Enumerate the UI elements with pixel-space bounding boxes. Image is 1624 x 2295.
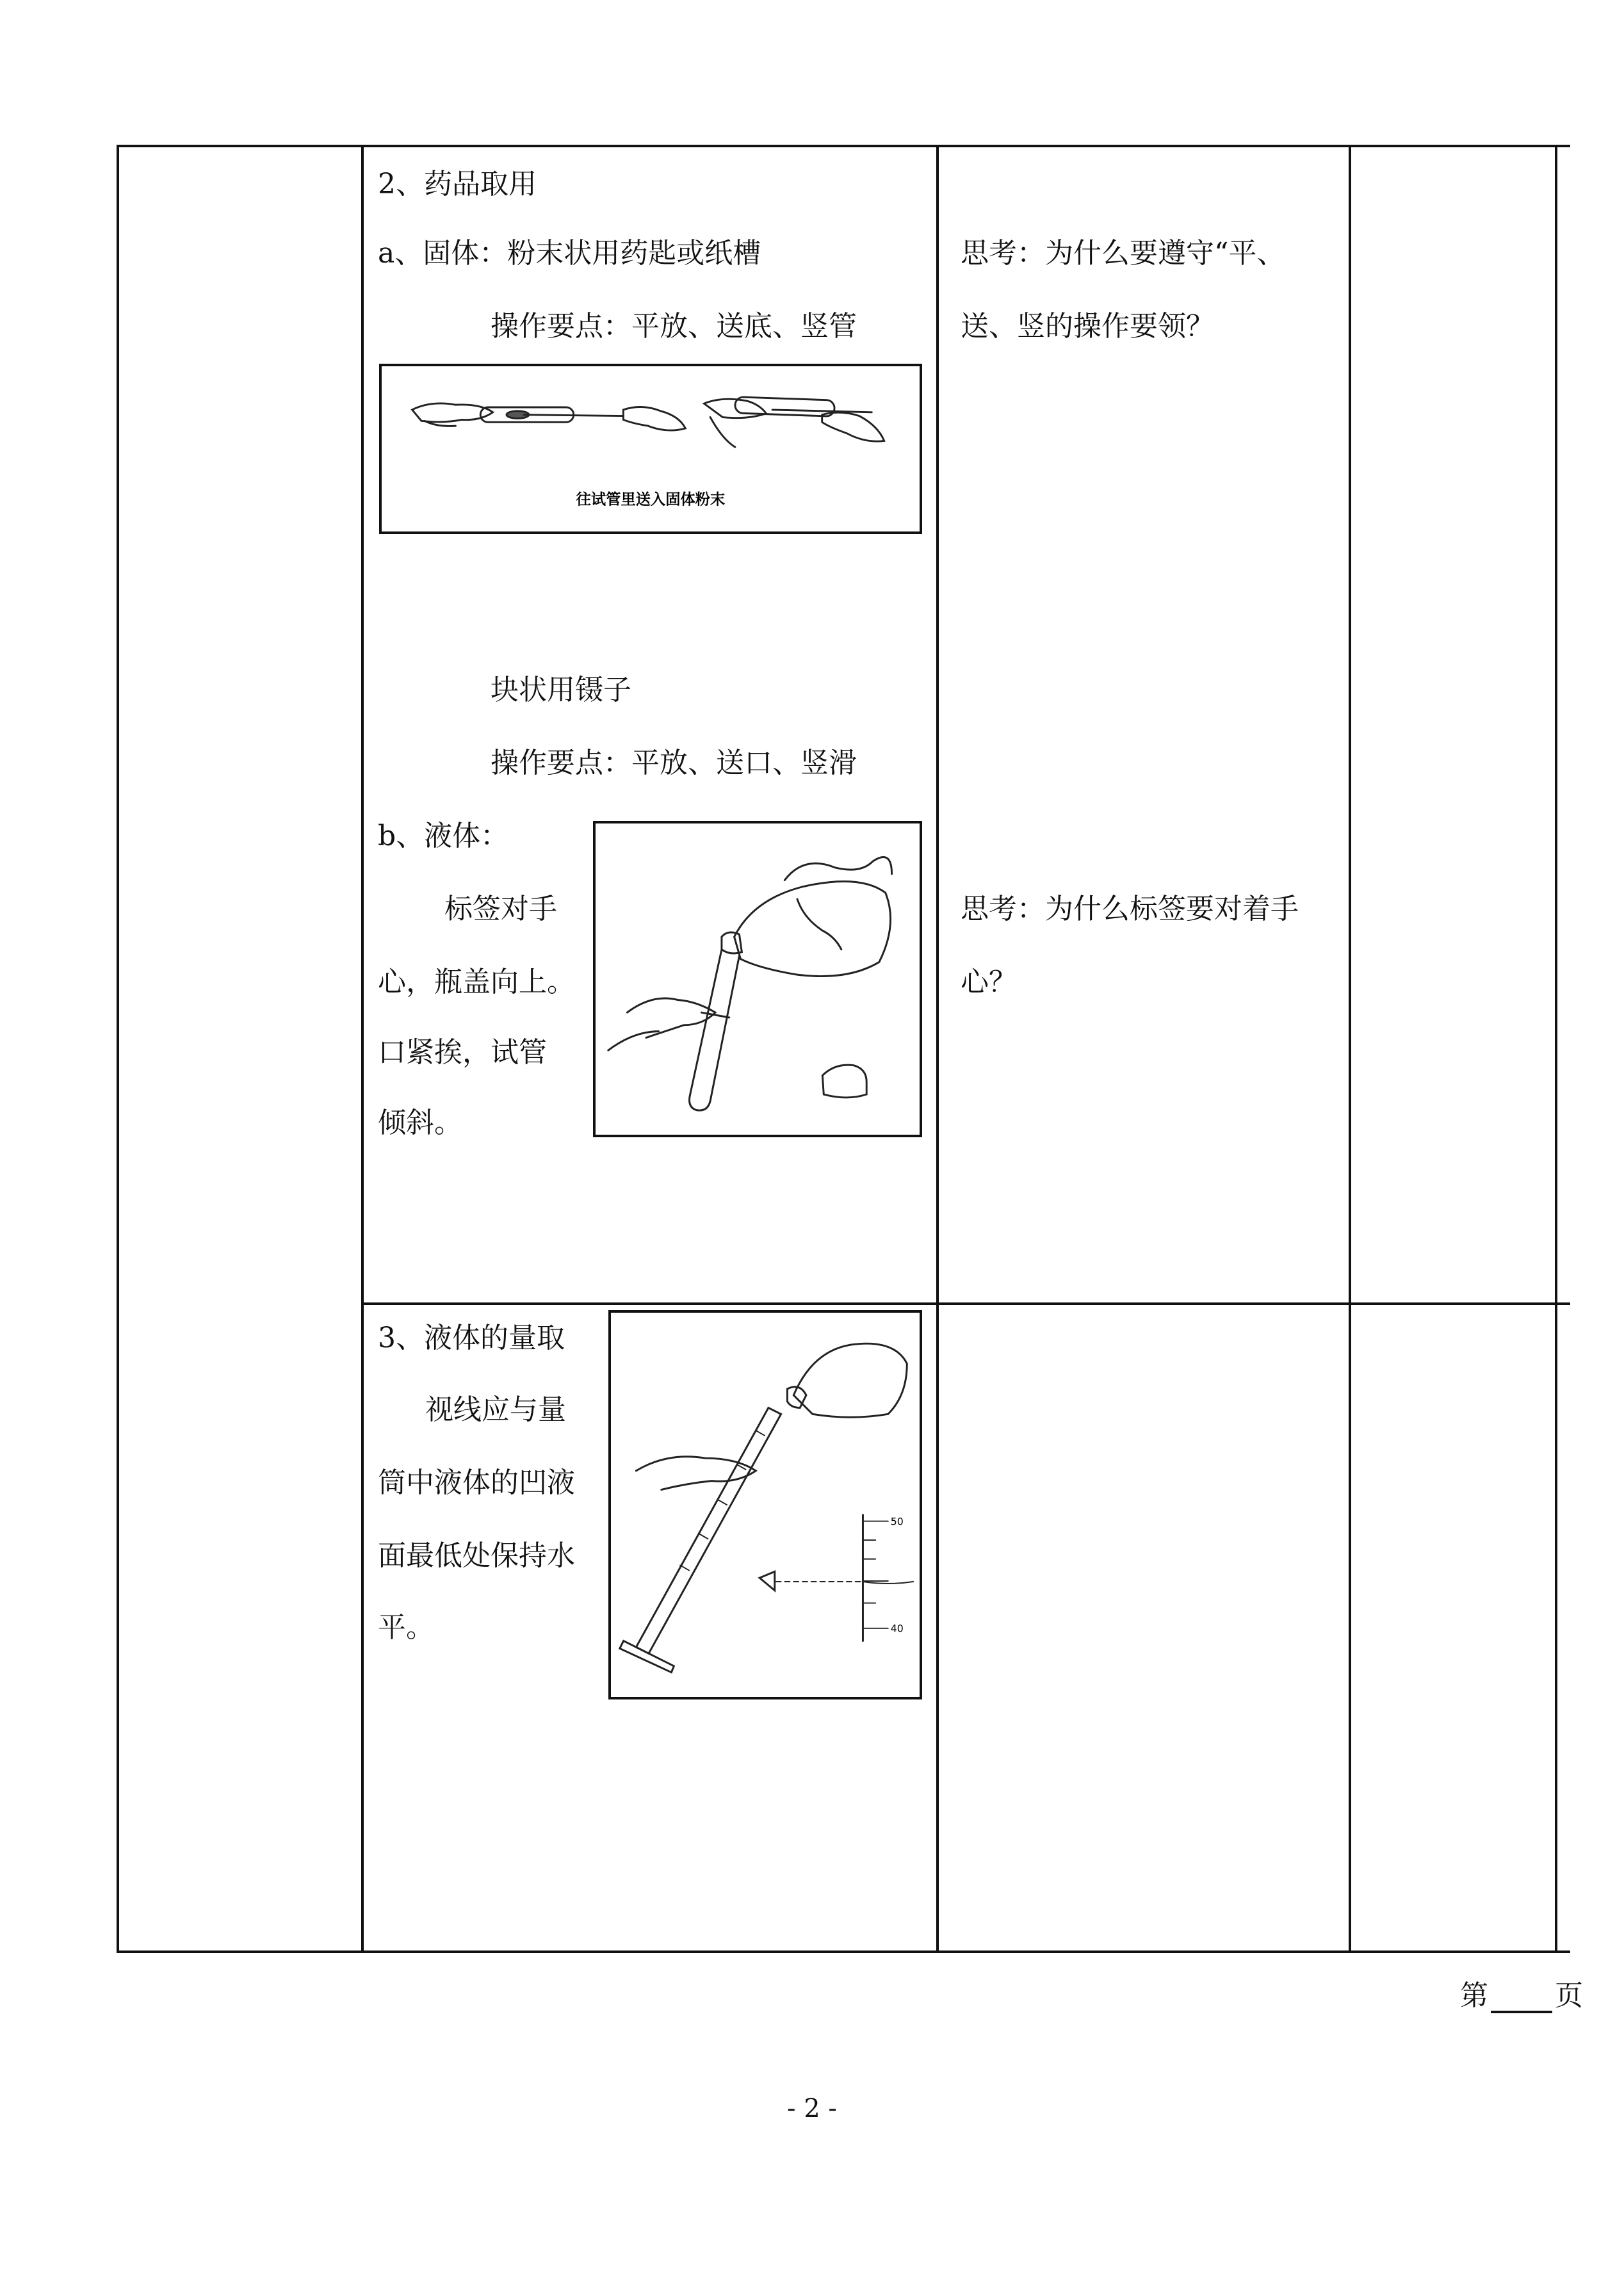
thinking-q2-line-2: 心？: [961, 966, 1017, 998]
scale-label-40: 40: [890, 1622, 904, 1635]
table-border-right: [1555, 145, 1557, 1953]
page-number-field: [1460, 1972, 1583, 2013]
table-col-divider-3: [1349, 145, 1351, 1953]
page-suffix: 页: [1555, 1979, 1583, 2012]
liquid-line-4: 倾斜。: [378, 1107, 462, 1139]
lump-points: 操作要点：平放、送口、竖滑: [491, 747, 857, 779]
thinking-q1-line-1: 思考：为什么要遵守“平、: [961, 237, 1285, 270]
figure1-caption: 往试管里送入固体粉末: [576, 491, 726, 508]
section2-title: 2、药品取用: [378, 168, 537, 200]
page-blank: [1491, 1981, 1552, 2013]
thinking-q2-line-1: 思考：为什么标签要对着手: [961, 893, 1299, 925]
liquid-line-3: 口紧挨，试管: [378, 1036, 547, 1069]
solid-points: 操作要点：平放、送底、竖管: [491, 310, 857, 343]
table-row-divider: [361, 1302, 1570, 1305]
section3-line-1: 3、液体的量取: [378, 1322, 565, 1354]
liquid-title: b、液体：: [378, 820, 509, 852]
section3-line-4: 面最低处保持水: [378, 1539, 575, 1572]
section3-line-5: 平。: [378, 1611, 434, 1644]
liquid-line-2: 心，瓶盖向上。: [378, 966, 575, 998]
table-border-bottom: [117, 1950, 1570, 1953]
table-col-divider-2: [936, 145, 939, 1953]
figure-measuring-cylinder: [608, 1310, 922, 1699]
table-border-top: [117, 145, 1570, 147]
liquid-line-1: 标签对手: [444, 893, 557, 925]
page-number: - 2 -: [787, 2094, 837, 2123]
table-border-left: [117, 145, 119, 1953]
page-prefix: 第: [1460, 1979, 1488, 2012]
figure-powder-into-tube: [379, 364, 922, 534]
solid-line: a、固体：粉末状用药匙或纸槽: [378, 237, 761, 270]
scale-label-50: 50: [890, 1515, 904, 1528]
figure-pouring-liquid: [593, 821, 922, 1137]
section3-line-3: 筒中液体的凹液: [378, 1466, 575, 1499]
section3-line-2: 视线应与量: [425, 1393, 566, 1426]
table-col-divider-1: [361, 145, 364, 1953]
lump-line: 块状用镊子: [491, 674, 631, 706]
thinking-q1-line-2: 送、竖的操作要领？: [961, 310, 1214, 343]
